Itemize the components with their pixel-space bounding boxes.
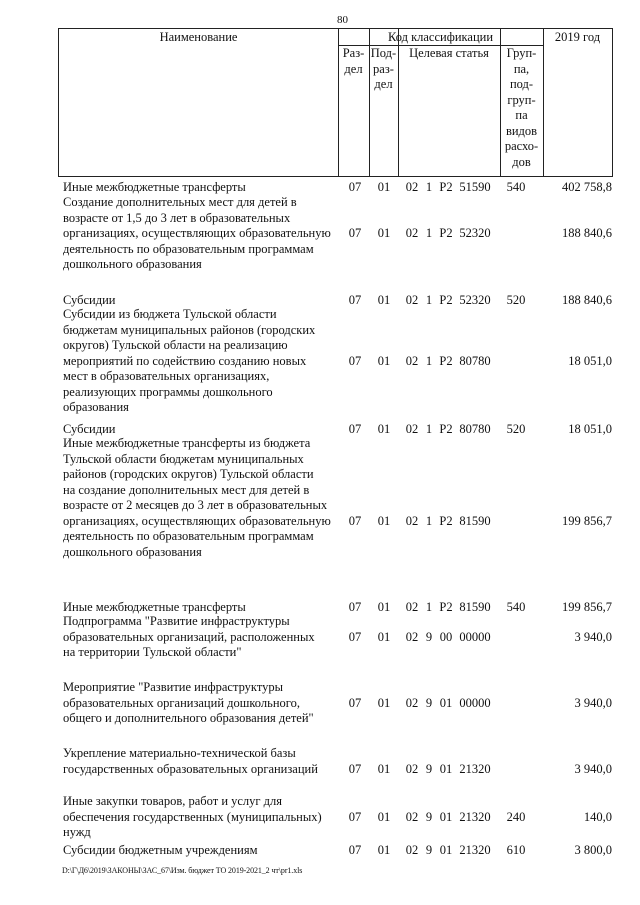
code-p2: 1 xyxy=(425,293,433,307)
code-p3: P2 xyxy=(439,422,453,436)
row-name-line: Подпрограмма "Развитие инфраструктуры xyxy=(63,614,290,628)
code-podrazdel: 01 xyxy=(377,695,391,710)
row-name-line: бюджетам муниципальных районов (городских xyxy=(63,322,316,337)
code-p3: 01 xyxy=(439,695,453,710)
code-group: 540 xyxy=(506,180,526,194)
row-sum: 3 940,0 xyxy=(574,629,612,644)
code-p4: 21320 xyxy=(459,809,491,824)
code-p1: 02 xyxy=(405,226,419,240)
row-name-line: общего и дополнительного образования детей" xyxy=(63,711,314,725)
code-p4: 51590 xyxy=(459,180,491,194)
code-p1: 02 xyxy=(405,180,419,194)
code-podrazdel: 01 xyxy=(377,293,391,307)
header-name: Наименование xyxy=(159,30,238,44)
row-name xyxy=(63,180,339,196)
code-podrazdel: 01 xyxy=(377,513,391,528)
code-p1: 02 xyxy=(405,293,419,307)
code-p4: 21320 xyxy=(459,843,491,857)
code-group: 540 xyxy=(506,600,526,614)
code-p2: 1 xyxy=(425,600,433,614)
code-p1: 02 xyxy=(405,809,419,824)
row-name-line: районов (городских округов) Тульской области xyxy=(63,467,314,481)
code-podrazdel: 01 xyxy=(377,353,391,368)
code-p2: 9 xyxy=(425,695,433,710)
row-name-line: на территории Тульской области" xyxy=(63,645,242,659)
row-sum: 188 840,6 xyxy=(562,226,612,240)
code-p2: 9 xyxy=(425,809,433,824)
row-name xyxy=(63,680,339,727)
row-name-line: дошкольного образования xyxy=(63,257,202,271)
code-p1: 02 xyxy=(405,629,419,644)
code-razdel: 07 xyxy=(348,629,362,644)
row-sum: 18 051,0 xyxy=(568,353,612,368)
row-name-line: Иные межбюджетные трансферты xyxy=(63,600,246,614)
code-razdel: 07 xyxy=(348,293,362,307)
code-p3: 00 xyxy=(439,629,453,644)
code-p4: 80780 xyxy=(459,353,491,368)
code-p3: 01 xyxy=(439,843,453,857)
code-razdel: 07 xyxy=(348,809,362,824)
row-name-line: возрасте от 2 месяцев до 3 лет в образовательных xyxy=(63,498,328,512)
header-razdel: Раз- дел xyxy=(342,46,365,76)
code-razdel: 07 xyxy=(348,695,362,710)
row-name-line: возрасте от 1,5 до 3 лет в образовательных xyxy=(63,210,291,225)
row-name xyxy=(63,746,339,777)
code-group: 520 xyxy=(506,293,526,307)
code-p3: 01 xyxy=(439,761,453,776)
row-name-line: организациях, осуществляющих образовательную xyxy=(63,513,331,528)
row-name xyxy=(63,794,339,841)
code-p1: 02 xyxy=(405,353,419,368)
row-name-line: обеспечения государственных (муниципальных) xyxy=(63,809,322,824)
file-path: D:\Г\Д6\2019\ЗАКОНЫ\ЗАС_67\Изм. бюджет ТО 2019-2021_2 чт\pr1.xls xyxy=(62,866,303,875)
code-p2: 1 xyxy=(425,226,433,240)
row-name-line: Субсидии из бюджета Тульской области xyxy=(63,307,277,321)
code-podrazdel: 01 xyxy=(377,600,391,614)
code-p3: 01 xyxy=(439,809,453,824)
row-name-line: на создание дополнительных мест для детей в xyxy=(63,482,310,497)
code-p3: P2 xyxy=(439,513,453,528)
row-name-line: Субсидии xyxy=(63,422,116,436)
row-sum: 199 856,7 xyxy=(562,600,612,614)
code-p2: 9 xyxy=(425,629,433,644)
row-name-line: Укрепление материально-технической базы xyxy=(63,746,296,760)
code-podrazdel: 01 xyxy=(377,809,391,824)
row-name xyxy=(63,307,339,416)
code-p2: 1 xyxy=(425,513,433,528)
code-razdel: 07 xyxy=(348,180,362,194)
row-name-line: мероприятий по содействию созданию новых xyxy=(63,353,307,368)
code-podrazdel: 01 xyxy=(377,629,391,644)
code-p2: 1 xyxy=(425,353,433,368)
code-podrazdel: 01 xyxy=(377,761,391,776)
header-year: 2019 год xyxy=(554,30,601,44)
code-p3: P2 xyxy=(439,226,453,240)
code-p1: 02 xyxy=(405,513,419,528)
row-sum: 188 840,6 xyxy=(562,293,612,307)
code-p2: 1 xyxy=(425,180,433,194)
code-razdel: 07 xyxy=(348,600,362,614)
row-name-line: образования xyxy=(63,400,129,414)
row-name-line: Субсидии xyxy=(63,293,116,307)
row-name-line: деятельность по образовательным программам xyxy=(63,241,314,256)
code-razdel: 07 xyxy=(348,843,362,857)
row-name-line: образовательных организаций, расположенных xyxy=(63,629,315,644)
code-p4: 00000 xyxy=(459,629,491,644)
page-number: 80 xyxy=(337,14,348,26)
code-podrazdel: 01 xyxy=(377,843,391,857)
row-name-line: деятельность по образовательным программам xyxy=(63,529,314,543)
code-razdel: 07 xyxy=(348,761,362,776)
header-group: Груп- па, под- груп- па видов расхо- дов xyxy=(504,46,539,169)
row-name xyxy=(63,614,339,661)
table-header xyxy=(58,28,613,177)
row-name-line: Иные межбюджетные трансферты из бюджета xyxy=(63,436,311,450)
code-p1: 02 xyxy=(405,761,419,776)
code-p3: P2 xyxy=(439,600,453,614)
code-p4: 00000 xyxy=(459,695,491,710)
code-p4: 80780 xyxy=(459,422,491,436)
code-p1: 02 xyxy=(405,422,419,436)
row-name-line: Иные закупки товаров, работ и услуг для xyxy=(63,794,283,808)
code-group: 610 xyxy=(506,843,526,857)
row-name-line: дошкольного образования xyxy=(63,544,202,559)
code-p4: 81590 xyxy=(459,600,491,614)
code-p1: 02 xyxy=(405,695,419,710)
row-sum: 402 758,8 xyxy=(562,180,612,194)
code-podrazdel: 01 xyxy=(377,422,391,436)
row-sum: 140,0 xyxy=(583,809,612,824)
header-classification: Код классификации xyxy=(387,30,494,44)
code-podrazdel: 01 xyxy=(377,226,391,240)
code-group: 520 xyxy=(506,422,526,436)
row-name-line: округов) Тульской области на реализацию xyxy=(63,338,288,352)
row-name-line: реализующих программы дошкольного xyxy=(63,384,273,399)
code-p2: 9 xyxy=(425,843,433,857)
code-p3: P2 xyxy=(439,293,453,307)
row-sum: 199 856,7 xyxy=(562,513,612,528)
code-p1: 02 xyxy=(405,600,419,614)
code-p4: 52320 xyxy=(459,226,491,240)
row-name-line: Тульской области бюджетам муниципальных xyxy=(63,451,304,466)
code-razdel: 07 xyxy=(348,226,362,240)
row-name-line: образовательных организаций дошкольного, xyxy=(63,695,300,710)
row-name-line: Мероприятие "Развитие инфраструктуры xyxy=(63,680,284,694)
row-sum: 3 940,0 xyxy=(574,761,612,776)
row-name-line: мест в образовательных организациях, xyxy=(63,369,270,383)
code-razdel: 07 xyxy=(348,353,362,368)
code-razdel: 07 xyxy=(348,422,362,436)
code-p4: 81590 xyxy=(459,513,491,528)
code-p3: P2 xyxy=(439,353,453,368)
row-name-line: нужд xyxy=(63,825,91,839)
code-p2: 9 xyxy=(425,761,433,776)
row-name xyxy=(63,195,339,273)
row-name-line: Создание дополнительных мест для детей в xyxy=(63,195,297,209)
row-name-line: Иные межбюджетные трансферты xyxy=(63,180,246,194)
code-p3: P2 xyxy=(439,180,453,194)
row-name-line: Субсидии бюджетным учреждениям xyxy=(63,843,258,857)
row-name xyxy=(63,436,339,560)
code-group: 240 xyxy=(506,809,526,824)
row-name xyxy=(63,843,339,859)
row-name-line: организациях, осуществляющих образовательную xyxy=(63,226,331,240)
header-target: Целевая статья xyxy=(409,46,489,60)
row-sum: 3 940,0 xyxy=(574,695,612,710)
code-p2: 1 xyxy=(425,422,433,436)
header-divider xyxy=(543,29,544,176)
row-name-line: государственных образовательных организаций xyxy=(63,761,318,776)
row-sum: 3 800,0 xyxy=(574,843,612,857)
code-p1: 02 xyxy=(405,843,419,857)
row-sum: 18 051,0 xyxy=(568,422,612,436)
header-podrazdel: Под- раз- дел xyxy=(370,46,397,91)
code-p4: 21320 xyxy=(459,761,491,776)
code-podrazdel: 01 xyxy=(377,180,391,194)
code-razdel: 07 xyxy=(348,513,362,528)
code-p4: 52320 xyxy=(459,293,491,307)
